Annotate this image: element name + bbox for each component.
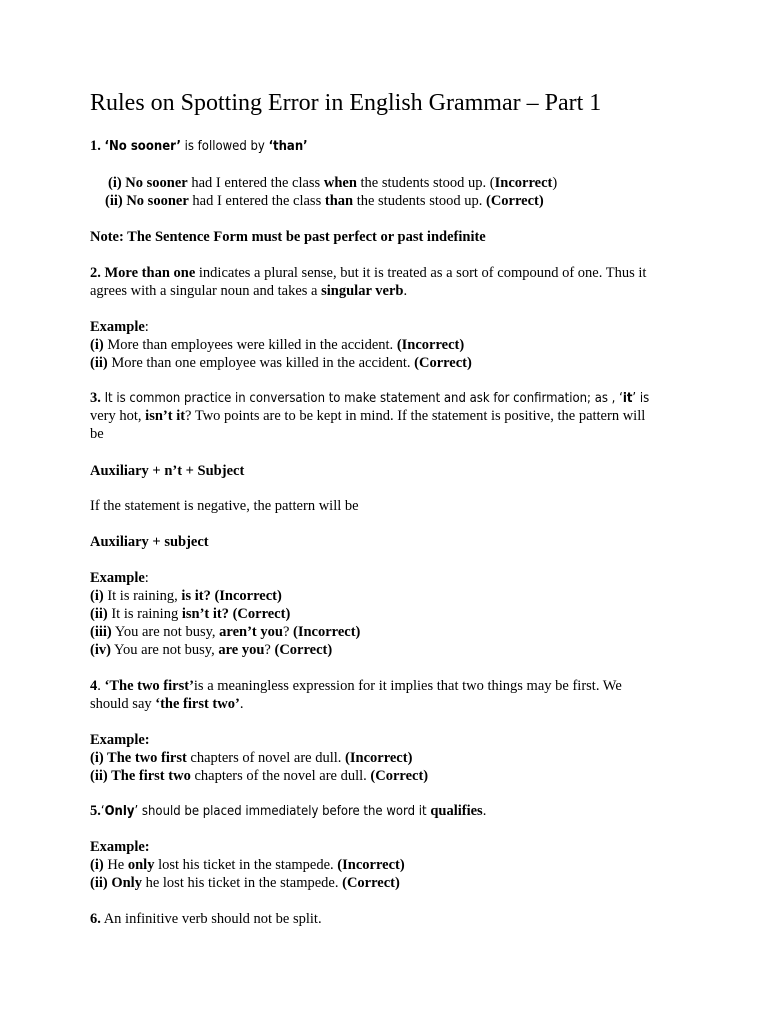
rule2-example-1: (i) More than employees were killed in the accident. (Incorrect) [90,337,465,353]
rule4-example-2: (ii) The first two chapters of the novel are dull. (Correct) [90,768,429,784]
rule2-line-1: 2. More than one indicates a plural sense, but it is treated as a sort of compound of one. Thus it [90,265,647,281]
page-title: Rules on Spotting Error in English Grammar – Part 1 [90,90,602,116]
rule3-pattern-positive: Auxiliary + n’t + Subject [90,463,245,479]
rule3-line-1: 3. It is common practice in conversation to make statement and ask for confirmation; as , ‘it’ is [90,390,650,406]
rule1-heading: 1. ‘No sooner’ is followed by ‘than’ [90,138,308,154]
rule5-line-1: 5.‘Only’ should be placed immediately before the word it qualifies. [90,803,487,819]
rule5-example-label: Example: [90,839,150,855]
rule5-example-1: (i) He only lost his ticket in the stampede. (Incorrect) [90,857,405,873]
rule1-example-1: (i) No sooner had I entered the class when the students stood up. (Incorrect) [108,175,558,191]
rule3-example-label: Example: [90,570,149,586]
rule2-line-2: agrees with a singular noun and takes a singular verb. [90,283,408,299]
rule2-example-label: Example: [90,319,149,335]
rule4-example-label: Example: [90,732,150,748]
rule3-example-4: (iv) You are not busy, are you? (Correct) [90,642,333,658]
rule3-line-3: be [90,426,104,442]
rule1-example-2: (ii) No sooner had I entered the class than the students stood up. (Correct) [105,193,544,209]
rule3-pattern-negative: Auxiliary + subject [90,534,209,550]
rule6-line-1: 6. An infinitive verb should not be split. [90,911,322,927]
rule3-example-1: (i) It is raining, is it? (Incorrect) [90,588,282,604]
rule4-line-2: should say ‘the first two’. [90,696,244,712]
rule3-line-2: very hot, isn’t it? Two points are to be kept in mind. If the statement is positive, the pattern will [90,408,646,424]
rule4-line-1: 4. ‘The two first’is a meaningless expression for it implies that two things may be first. We [90,678,622,694]
rule4-example-1: (i) The two first chapters of novel are dull. (Incorrect) [90,750,413,766]
rule1-note: Note: The Sentence Form must be past perfect or past indefinite [90,229,486,245]
rule5-example-2: (ii) Only he lost his ticket in the stampede. (Correct) [90,875,400,891]
rule2-example-2: (ii) More than one employee was killed in the accident. (Correct) [90,355,472,371]
rule3-example-3: (iii) You are not busy, aren’t you? (Incorrect) [90,624,361,640]
rule3-negative-text: If the statement is negative, the pattern will be [90,498,359,514]
rule3-example-2: (ii) It is raining isn’t it? (Correct) [90,606,291,622]
